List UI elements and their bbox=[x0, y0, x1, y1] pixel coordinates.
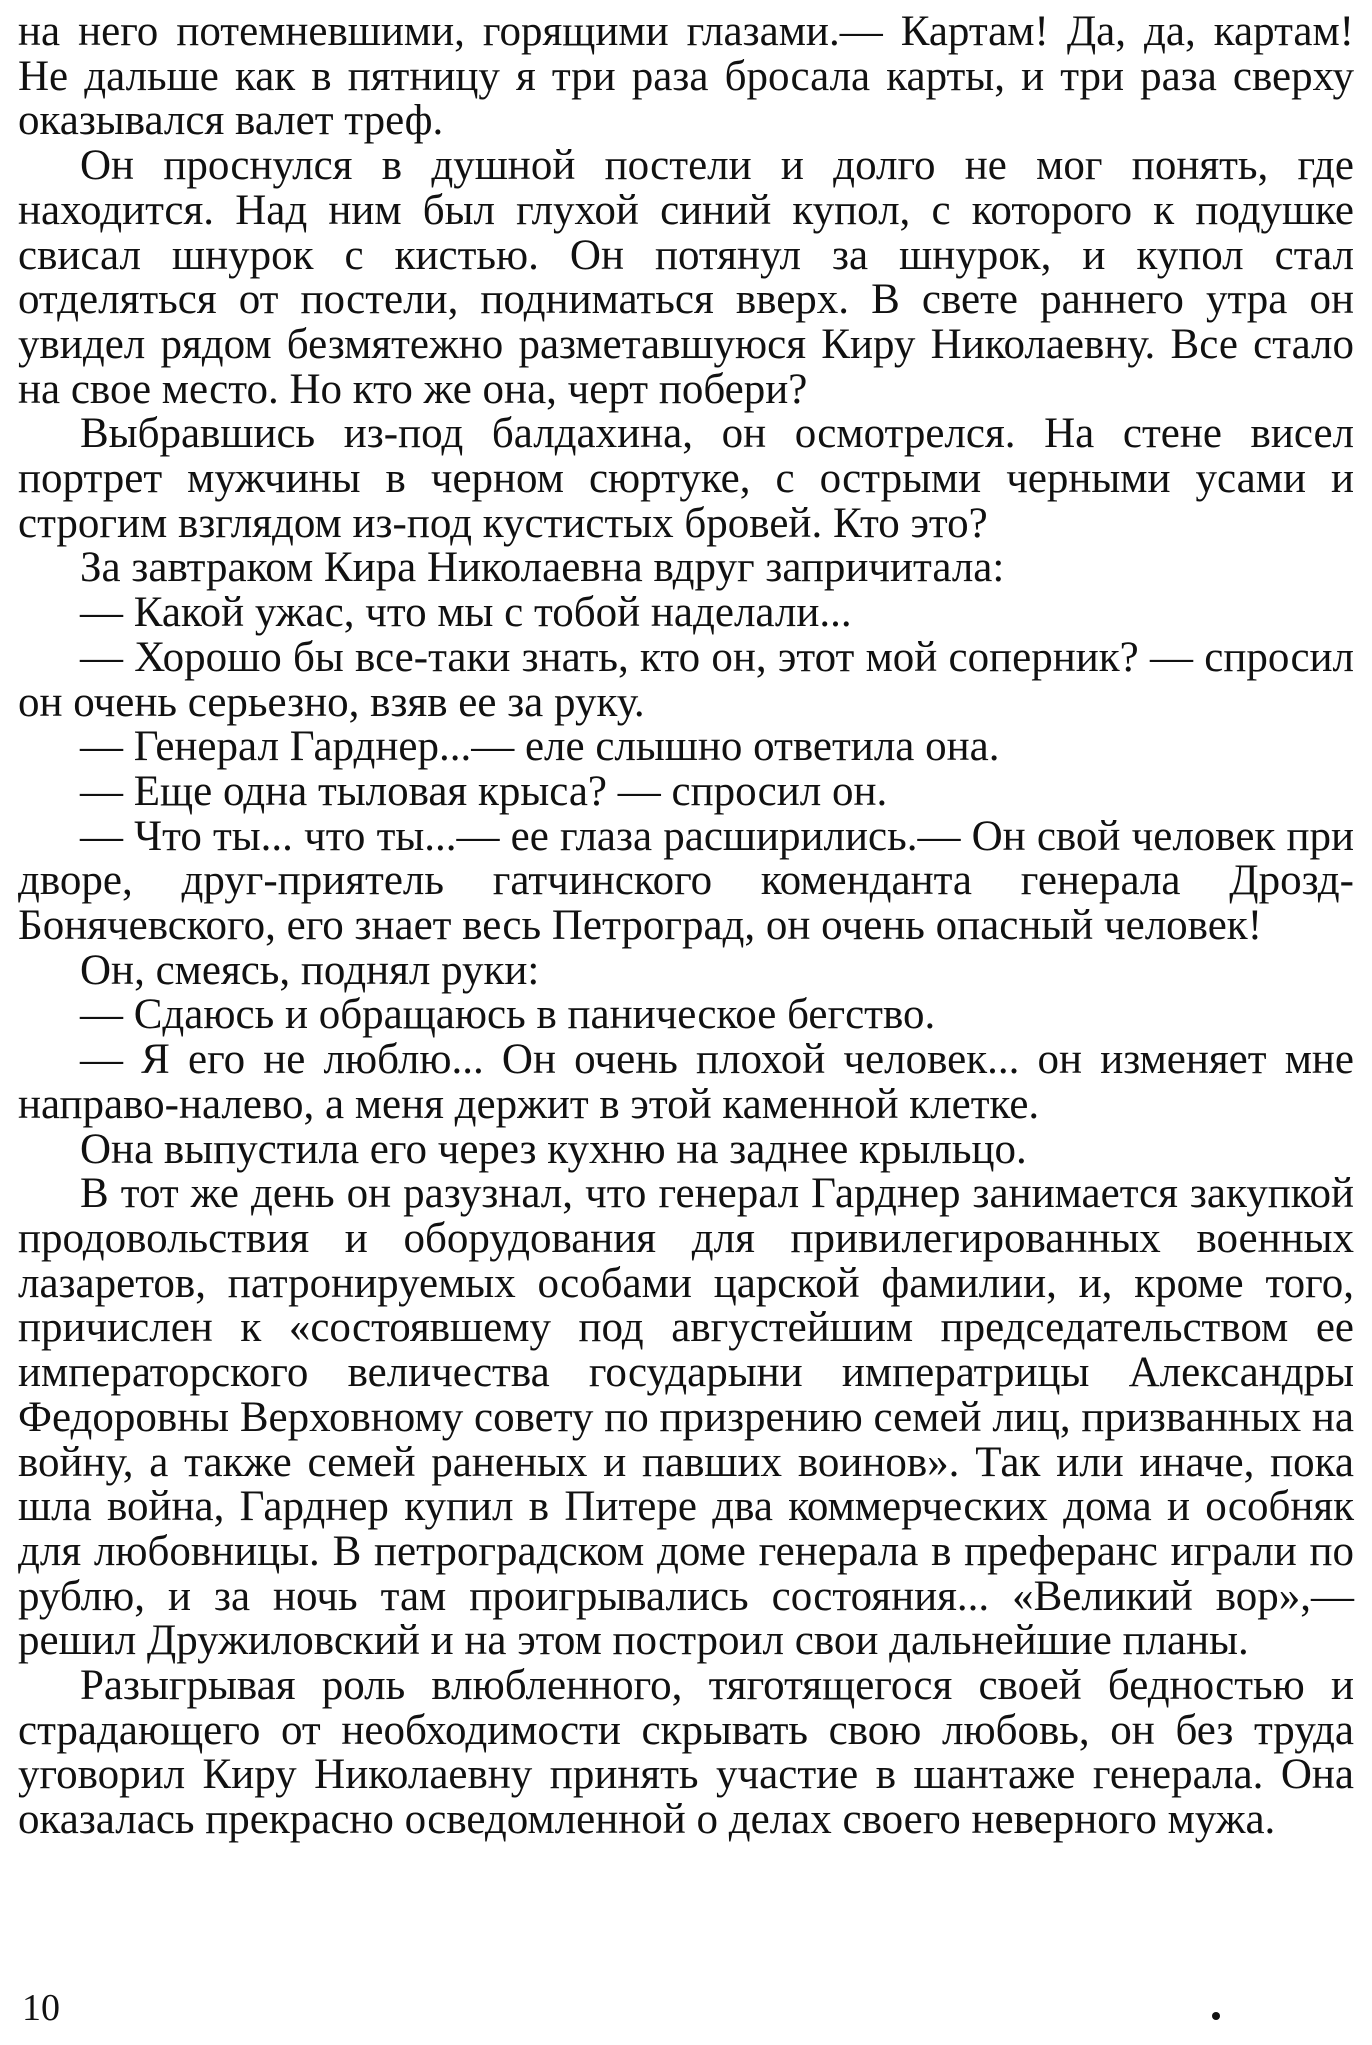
paragraph-3: Выбравшись из-под балдахина, он осмотрелся. На стене висел портрет мужчины в черном сюртуке, с острыми черными усами и строгим взглядом из-под кустистых бровей. Кто это? bbox=[18, 410, 1354, 547]
dialogue-line-2: — Хорошо бы все-таки знать, кто он, этот мой соперник? — спросил он очень серьезно, взяв ее за руку. bbox=[18, 633, 1354, 726]
book-page-text bbox=[18, 10, 1354, 1843]
print-dot-mark bbox=[1212, 2012, 1220, 2020]
paragraph-4: За завтраком Кира Николаевна вдруг запричитала: bbox=[80, 544, 1005, 592]
dialogue-line-1: — Какой ужас, что мы с тобой наделали... bbox=[80, 589, 852, 637]
paragraph-7: В тот же день он разузнал, что генерал Гарднер занимается закупкой продовольствия и оборудования для привилегированных военных лазаретов, патронируемых особами царской фамилии, и, кроме того, причислен к «состоявшему под августейшим председательством ее императорского величества государыни императрицы Александры Федоровны Верховному совету по призрению семей лиц, призванных на войну, а также семей раненых и павших воинов». Так или иначе, пока шла война, Гарднер купил в Питере два коммерческих дома и особняк для любовницы. В петроградском доме генерала в преферанс играли по рублю, и за ночь там проигрывались состояния... «Великий вор»,— решил Дружиловский и на этом построил свои дальнейшие планы. bbox=[18, 1170, 1354, 1665]
page-number: 10 bbox=[22, 1987, 60, 2029]
dialogue-line-4: — Еще одна тыловая крыса? — спросил он. bbox=[80, 767, 888, 815]
paragraph-5: Он, смеясь, поднял руки: bbox=[80, 946, 540, 994]
paragraph-1: на него потемневшими, горящими глазами.— Картам! Да, да, картам! Не дальше как в пятницу я три раза бросала карты, и три раза сверху оказывался валет треф. bbox=[18, 8, 1354, 145]
paragraph-6: Она выпустила его через кухню на заднее крыльцо. bbox=[80, 1125, 1027, 1173]
dialogue-line-5: — Что ты... что ты...— ее глаза расширились.— Он свой человек при дворе, друг-приятель гатчинского коменданта генерала Дрозд-Бонячевского, его знает весь Петроград, он очень опасный человек! bbox=[18, 812, 1354, 950]
dialogue-line-3: — Генерал Гарднер...— еле слышно ответила она. bbox=[80, 723, 1000, 771]
paragraph-8: Разыгрывая роль влюбленного, тяготящегося своей бедностью и страдающего от необходимости скрывать свою любовь, он без труда уговорил Киру Николаевну принять участие в шантаже генерала. Она оказалась прекрасно осведомленной о делах своего неверного мужа. bbox=[18, 1662, 1354, 1844]
dialogue-line-7: — Я его не люблю... Он очень плохой человек... он изменяет мне направо-налево, а меня держит в этой каменной клетке. bbox=[18, 1036, 1354, 1128]
paragraph-2: Он проснулся в душной постели и долго не мог понять, где находится. Над ним был глухой синий купол, с которого к подушке свисал шнурок с кистью. Он потянул за шнурок, и купол стал отделяться от постели, подниматься вверх. В свете раннего утра он увидел рядом безмятежно разметавшуюся Киру Николаевну. Все стало на свое место. Но кто же она, черт побери? bbox=[18, 142, 1354, 413]
dialogue-line-6: — Сдаюсь и обращаюсь в паническое бегство. bbox=[80, 991, 936, 1039]
